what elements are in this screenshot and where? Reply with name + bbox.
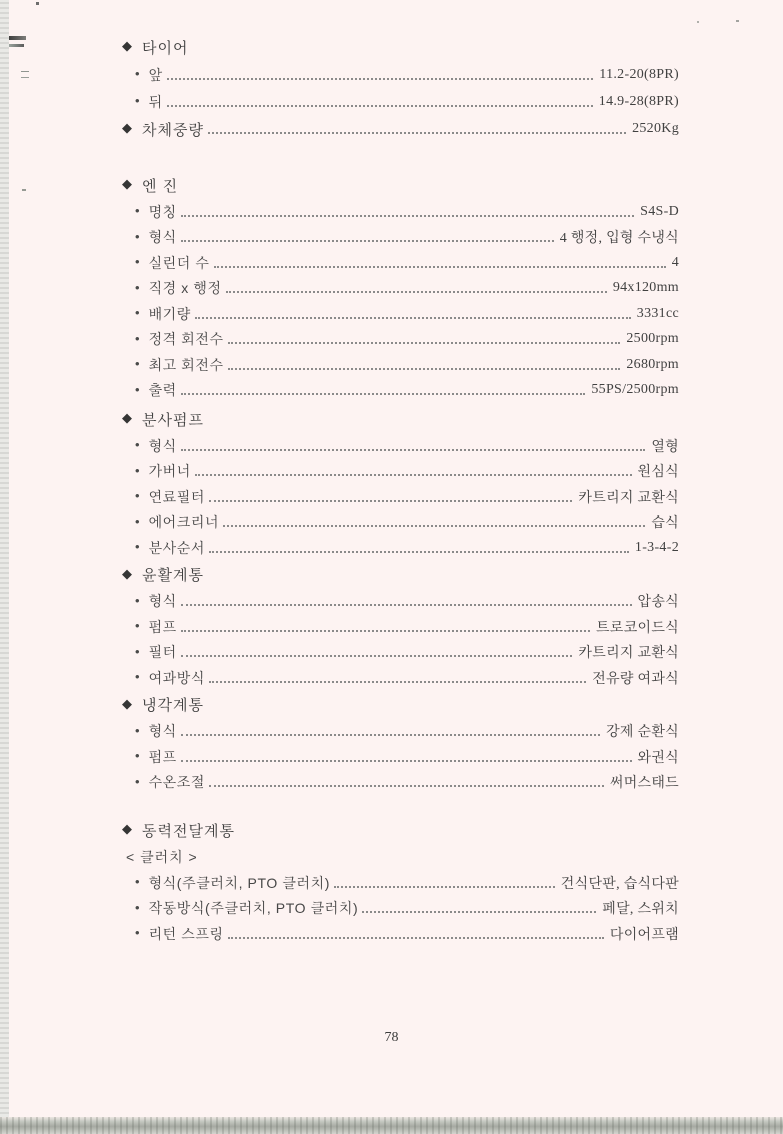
- spec-list: [122, 33, 679, 947]
- spec-row: [122, 459, 679, 485]
- spec-value: 전유량 여과식: [592, 671, 679, 687]
- section-title: 동력전달계통: [142, 822, 235, 840]
- diamond-bullet-icon: ◆: [122, 120, 132, 135]
- section-heading: [122, 115, 679, 143]
- dot-leader: [195, 317, 631, 319]
- spec-value: 4: [671, 254, 679, 270]
- dot-leader: [167, 105, 593, 107]
- section-title: 분사펌프: [142, 411, 204, 429]
- item-bullet-icon: •: [135, 93, 140, 108]
- item-bullet-icon: •: [135, 330, 140, 346]
- spec-section: [122, 171, 679, 403]
- diamond-bullet-icon: ◆: [122, 565, 132, 581]
- dot-leader: [195, 474, 632, 476]
- item-bullet-icon: •: [135, 669, 140, 685]
- dot-leader: [223, 525, 645, 527]
- spec-section: [122, 691, 679, 796]
- spec-label: 가버너: [148, 463, 191, 480]
- section-title: 윤활계통: [142, 567, 204, 584]
- spec-label: 명칭: [148, 203, 177, 220]
- spec-row: [122, 510, 679, 536]
- page-number: 78: [384, 1030, 399, 1045]
- diamond-bullet-icon: ◆: [122, 821, 132, 836]
- scan-artifact-speck: [697, 21, 699, 23]
- dot-leader: [181, 240, 554, 242]
- dot-leader: [167, 78, 594, 80]
- spec-label: 펌프: [148, 618, 177, 635]
- spec-label: 여과방식: [148, 669, 206, 686]
- diamond-bullet-icon: ◆: [122, 695, 132, 711]
- item-bullet-icon: •: [135, 228, 140, 244]
- spec-label: 형식(주클러치, PTO 클러치): [148, 874, 330, 891]
- item-bullet-icon: •: [135, 305, 140, 321]
- spec-label: 배기량: [148, 305, 191, 322]
- item-bullet-icon: •: [135, 203, 140, 219]
- dot-leader: [209, 500, 572, 502]
- spec-row: [122, 225, 679, 251]
- spec-value: 카트리지 교환식: [578, 646, 679, 662]
- spec-label: 앞: [148, 66, 163, 83]
- diamond-bullet-icon: ◆: [122, 410, 132, 425]
- item-bullet-icon: •: [135, 254, 140, 270]
- spec-label: 작동방식(주클러치, PTO 클러치): [148, 900, 359, 917]
- scan-artifact-mark: [9, 36, 26, 40]
- spec-value: 2500rpm: [626, 331, 679, 347]
- spec-row: [122, 870, 679, 896]
- spec-label: 형식: [148, 437, 177, 454]
- spec-label: 필터: [148, 644, 177, 661]
- dot-leader: [181, 393, 586, 395]
- spec-value: 카트리지 교환식: [578, 490, 679, 506]
- spec-value: 건식단판, 습식다판: [560, 876, 679, 892]
- spec-value: 94x120mm: [612, 280, 679, 296]
- dot-leader: [181, 734, 600, 736]
- scan-artifact-speck: [36, 2, 39, 5]
- spec-value: 2680rpm: [626, 356, 679, 372]
- scan-artifact-speck: [736, 20, 739, 22]
- spec-row: [122, 433, 679, 459]
- dot-leader: [334, 886, 555, 888]
- spec-label: 형식: [148, 593, 177, 610]
- spec-row: [122, 484, 679, 510]
- spec-section: [122, 33, 679, 115]
- item-bullet-icon: •: [135, 437, 140, 453]
- spec-label: 출력: [148, 382, 177, 399]
- item-bullet-icon: •: [135, 462, 140, 478]
- spec-row: [122, 614, 679, 640]
- dot-leader: [228, 937, 604, 939]
- spec-value: 4 행정, 입형 수냉식: [559, 231, 679, 247]
- spec-value: 열형: [651, 439, 679, 455]
- spec-value: 써머스태드: [609, 776, 679, 792]
- scan-edge-strip: [0, 0, 9, 1134]
- diamond-bullet-icon: ◆: [122, 176, 132, 191]
- spec-value: 1-3-4-2: [634, 539, 679, 555]
- spec-section: [122, 816, 679, 947]
- dot-leader: [214, 266, 666, 268]
- spec-label: 정격 회전수: [148, 331, 224, 348]
- spec-section: [122, 561, 679, 691]
- spec-row: [122, 352, 679, 378]
- spec-label: 연료필터: [148, 488, 206, 505]
- spec-label: 수온조절: [148, 774, 206, 791]
- spec-row: [122, 535, 679, 561]
- spec-value: 2520Kg: [632, 121, 679, 136]
- spec-label: 펌프: [148, 748, 177, 765]
- spec-label: 에어크리너: [148, 514, 220, 531]
- spec-value: 습식: [651, 516, 679, 532]
- spec-label: 최고 회전수: [148, 356, 224, 373]
- spec-row: [122, 301, 679, 327]
- item-bullet-icon: •: [135, 773, 140, 789]
- section-heading: [122, 33, 679, 61]
- spec-value: 페달, 스위치: [602, 902, 679, 918]
- item-bullet-icon: •: [135, 539, 140, 555]
- spec-value: 압송식: [637, 595, 679, 611]
- scan-artifact-mark: [9, 44, 24, 47]
- spec-label: 리턴 스프링: [148, 925, 224, 942]
- spec-row: [122, 921, 679, 947]
- section-subtitle: < 클러치 >: [126, 849, 198, 865]
- item-bullet-icon: •: [135, 748, 140, 764]
- dot-leader: [209, 551, 629, 553]
- spec-label: 형식: [148, 229, 177, 246]
- spec-row: [122, 199, 679, 225]
- section-title: 타이어: [142, 39, 189, 57]
- dot-leader: [181, 604, 632, 606]
- scan-bottom-edge: [0, 1117, 783, 1134]
- dot-leader: [181, 215, 634, 217]
- dot-leader: [209, 785, 604, 787]
- item-bullet-icon: •: [135, 381, 140, 397]
- spec-value: 3331cc: [636, 305, 679, 321]
- spec-label: 실린더 수: [148, 254, 210, 271]
- spec-value: 11.2-20(8PR): [599, 66, 679, 82]
- diamond-bullet-icon: ◆: [122, 38, 132, 53]
- spec-section: [122, 405, 679, 561]
- dot-leader: [181, 449, 646, 451]
- scan-artifact-mark: [21, 71, 29, 78]
- item-bullet-icon: •: [135, 488, 140, 504]
- spec-section: [122, 115, 679, 143]
- dot-leader: [181, 655, 573, 657]
- spec-row: [122, 327, 679, 353]
- dot-leader: [208, 132, 626, 134]
- spec-row: [122, 276, 679, 302]
- section-heading: [122, 561, 679, 589]
- item-bullet-icon: •: [135, 513, 140, 529]
- spec-row: [122, 61, 679, 88]
- spec-value: 트로코이드식: [596, 620, 679, 636]
- dot-leader: [226, 291, 607, 293]
- section-title: 냉각계통: [142, 697, 204, 714]
- item-bullet-icon: •: [135, 899, 140, 915]
- spec-label: 뒤: [148, 93, 163, 110]
- spec-label: 직경 x 행정: [148, 280, 222, 297]
- spec-row: [122, 640, 679, 666]
- section-heading: [122, 171, 679, 199]
- item-bullet-icon: •: [135, 874, 140, 890]
- item-bullet-icon: •: [135, 925, 140, 941]
- spec-row: [122, 589, 679, 615]
- scan-artifact-speck: [22, 189, 26, 191]
- item-bullet-icon: •: [135, 356, 140, 372]
- spec-value: 다이어프램: [609, 927, 679, 943]
- dot-leader: [362, 911, 596, 913]
- item-bullet-icon: •: [135, 722, 140, 738]
- spec-value: 55PS/2500rpm: [591, 382, 679, 398]
- spec-label: 분사순서: [148, 539, 206, 556]
- section-title: 엔 진: [142, 177, 179, 195]
- spec-row: [122, 665, 679, 691]
- spec-row: [122, 744, 679, 770]
- spec-value: 원심식: [637, 465, 679, 481]
- dot-leader: [228, 342, 621, 344]
- dot-leader: [181, 760, 632, 762]
- item-bullet-icon: •: [135, 592, 140, 608]
- item-bullet-icon: •: [135, 279, 140, 295]
- spec-value: 14.9-28(8PR): [598, 93, 679, 109]
- spec-label: 형식: [148, 723, 177, 740]
- spec-value: 강제 순환식: [606, 725, 679, 741]
- dot-leader: [228, 368, 621, 370]
- item-bullet-icon: •: [135, 618, 140, 634]
- item-bullet-icon: •: [135, 643, 140, 659]
- section-heading: [122, 691, 679, 719]
- spec-value: 와권식: [637, 750, 679, 766]
- section-title: 차체중량: [142, 121, 204, 139]
- spec-row: [122, 896, 679, 922]
- spec-row: [122, 88, 679, 115]
- spec-row: [122, 770, 679, 796]
- spec-value: S4S-D: [640, 203, 679, 219]
- spec-row: [122, 378, 679, 404]
- section-heading: [122, 405, 679, 433]
- item-bullet-icon: •: [135, 66, 140, 81]
- dot-leader: [209, 681, 586, 683]
- spec-row: [122, 250, 679, 276]
- spec-row: [122, 719, 679, 745]
- section-heading: [122, 816, 679, 844]
- dot-leader: [181, 630, 590, 632]
